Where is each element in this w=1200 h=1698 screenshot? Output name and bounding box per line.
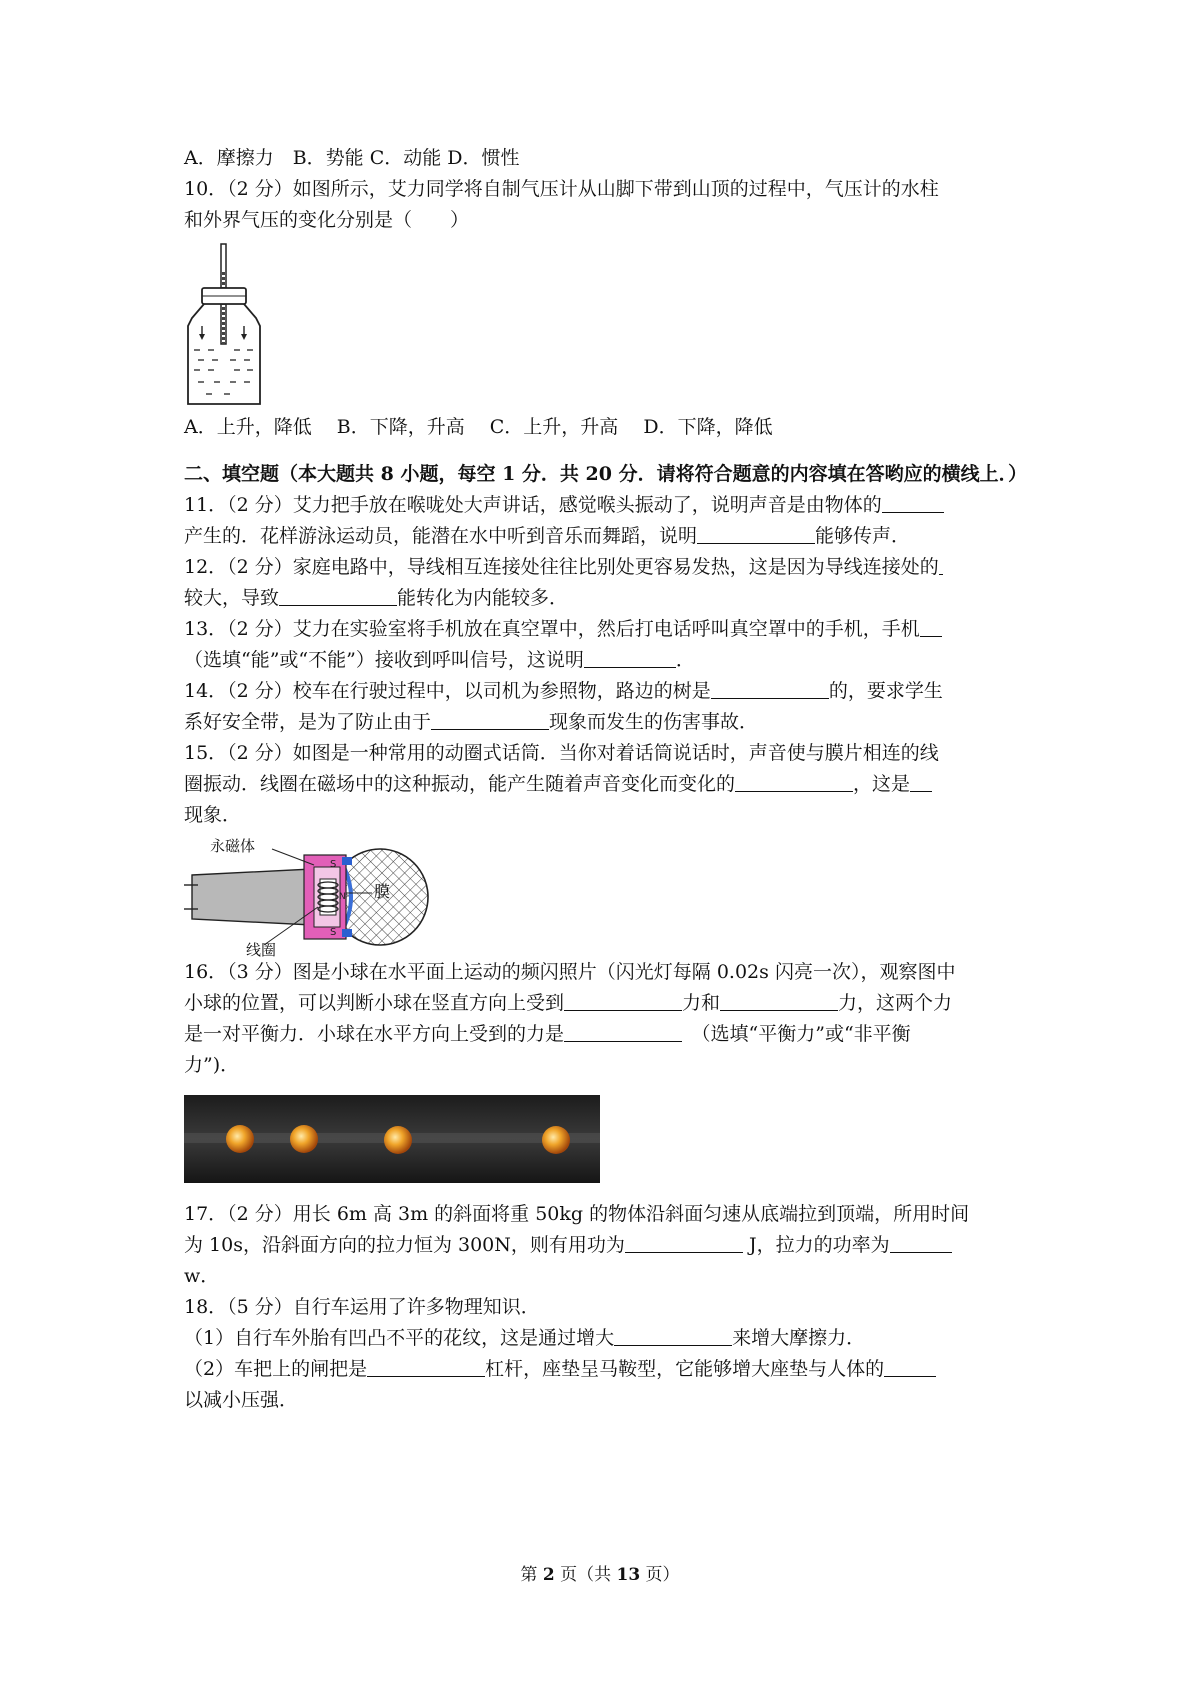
q17-blank-1[interactable] [625,1232,743,1253]
q16-line2 [184,988,1024,1019]
footer-post: 页） [640,1565,680,1585]
q18-text-d: 杠杆，座垫呈马鞍型，它能够增大座垫与人体的 [485,1358,885,1380]
q13-text-a: 13．（2 分）艾力在实验室将手机放在真空罩中，然后打电话呼叫真空罩中的手机，手机 [184,618,920,640]
q16-text-a: 小球的位置，可以判断小球在竖直方向上受到 [184,992,565,1014]
q14-line2 [184,707,1024,738]
q17-blank-2[interactable] [890,1232,952,1253]
q13-blank-1[interactable] [920,616,942,637]
footer-mid: 页（共 [554,1565,617,1585]
magnet-label: 永磁体 [210,837,256,855]
q10-options: A．上升，降低 B．下降，升高 C．上升，升高 D．下降，降低 [184,416,773,438]
barometer-figure [184,242,264,410]
q16-line4: 力”)． [184,1054,240,1076]
q11-line1 [184,490,1024,521]
q18-blank-1[interactable] [614,1325,732,1346]
q13-text-c: ． [675,649,695,671]
q16-text-e: （选填“平衡力”或“非平衡 [682,1023,911,1045]
q10-stem-line2: 和外界气压的变化分别是（ ） [184,209,470,231]
q10-stem-line1: 10．（2 分）如图所示，艾力同学将自制气压计从山脚下带到山顶的过程中，气压计的水柱 [184,178,939,200]
q13-line1 [184,614,1024,645]
q17-line1: 17．（2 分）用长 6m 高 3m 的斜面将重 50kg 的物体沿斜面匀速从底端拉到顶端，所用时间 [184,1203,970,1225]
q16-text-b: 力和 [682,992,721,1014]
q11-text-a: 11．（2 分）艾力把手放在喉咙处大声讲话，感觉喉头振动了，说明声音是由物体的 [184,494,882,516]
q14-text-c: 系好安全带，是为了防止由于 [184,711,432,733]
microphone-figure [184,833,430,957]
q14-text-a: 14．（2 分）校车在行驶过程中，以司机为参照物，路边的树是 [184,680,711,702]
q15-blank-2[interactable] [910,771,932,792]
footer-total-pages: 13 [616,1565,641,1585]
q12-text-a: 12．（2 分）家庭电路中，导线相互连接处往往比别处更容易发热，这是因为导线连接处的 [184,556,939,578]
q15-line1: 15．（2 分）如图是一种常用的动圈式话筒．当你对着话筒说话时，声音使与膜片相连的线 [184,742,939,764]
q17-text-b: J，拉力的功率为 [742,1234,890,1256]
strobe-photo-figure [184,1095,600,1183]
q16-line1: 16．（3 分）图是小球在水平面上运动的频闪照片（闪光灯每隔 0.02s 闪亮一次），观察图中 [184,961,956,983]
q18-line3 [184,1354,1024,1385]
q12-line1 [184,552,1024,583]
q14-text-b: 的，要求学生 [828,680,943,702]
q15-line3: 现象． [184,804,242,826]
page-footer [0,1560,1200,1591]
q17-line3: w． [184,1265,220,1287]
q14-text-d: 现象而发生的伤害事故． [549,711,759,733]
footer-page-number: 2 [542,1565,555,1585]
q16-blank-2[interactable] [720,990,838,1011]
q17-line2 [184,1230,1024,1261]
q14-blank-2[interactable] [431,709,549,730]
q18-line4: 以减小压强． [184,1389,299,1411]
q9-options: A．摩擦力 B．势能 C．动能 D．惯性 [184,147,520,169]
q17-text-a: 为 10s，沿斜面方向的拉力恒为 300N，则有用功为 [184,1234,625,1256]
q12-text-c: 能转化为内能较多． [397,587,569,609]
q18-text-b: 来增大摩擦力． [732,1327,866,1349]
q18-blank-3[interactable] [884,1356,936,1377]
q18-text-c: （2）车把上的闸把是 [184,1358,368,1380]
q13-line2 [184,645,1024,676]
q18-blank-2[interactable] [367,1356,485,1377]
q18-line1: 18．（5 分）自行车运用了许多物理知识． [184,1296,540,1318]
page-content [184,143,1028,1416]
q12-line2 [184,583,1024,614]
q11-blank-1[interactable] [882,492,944,513]
q15-text-b: ，这是 [853,773,911,795]
q16-text-d: 是一对平衡力．小球在水平方向上受到的力是 [184,1023,565,1045]
q11-line2 [184,521,1024,552]
q12-blank-2[interactable] [279,585,397,606]
q15-blank-1[interactable] [735,771,853,792]
q13-blank-2[interactable] [584,647,676,668]
q16-line3 [184,1019,1024,1050]
q16-blank-1[interactable] [564,990,682,1011]
q14-blank-1[interactable] [711,678,829,699]
q18-text-a: （1）自行车外胎有凹凸不平的花纹，这是通过增大 [184,1327,615,1349]
q16-blank-3[interactable] [564,1021,682,1042]
pole-label-s-top: S [330,859,337,870]
membrane-label: 膜 [374,882,391,901]
q14-line1 [184,676,1024,707]
section2-heading: 二、填空题（本大题共 8 小题，每空 1 分．共 20 分．请将符合题意的内容填在答哟应的横线上．） [184,463,1028,485]
q15-text-a: 圈振动．线圈在磁场中的这种振动，能产生随着声音变化而变化的 [184,773,736,795]
q11-text-c: 能够传声． [815,525,911,547]
q18-line2 [184,1323,1024,1354]
pole-label-s-bottom: S [330,927,337,938]
q12-blank-1[interactable] [939,554,943,575]
coil-label: 线圈 [246,941,277,957]
q12-text-b: 较大，导致 [184,587,280,609]
q11-blank-2[interactable] [697,523,815,544]
q15-line2 [184,769,1024,800]
q13-text-b: （选填“能”或“不能”）接收到呼叫信号，这说明 [184,649,584,671]
footer-pre: 第 [520,1565,543,1585]
pole-label-n: N [339,892,346,902]
q16-text-c: 力，这两个力 [838,992,953,1014]
q11-text-b: 产生的．花样游泳运动员，能潜在水中听到音乐而舞蹈，说明 [184,525,698,547]
